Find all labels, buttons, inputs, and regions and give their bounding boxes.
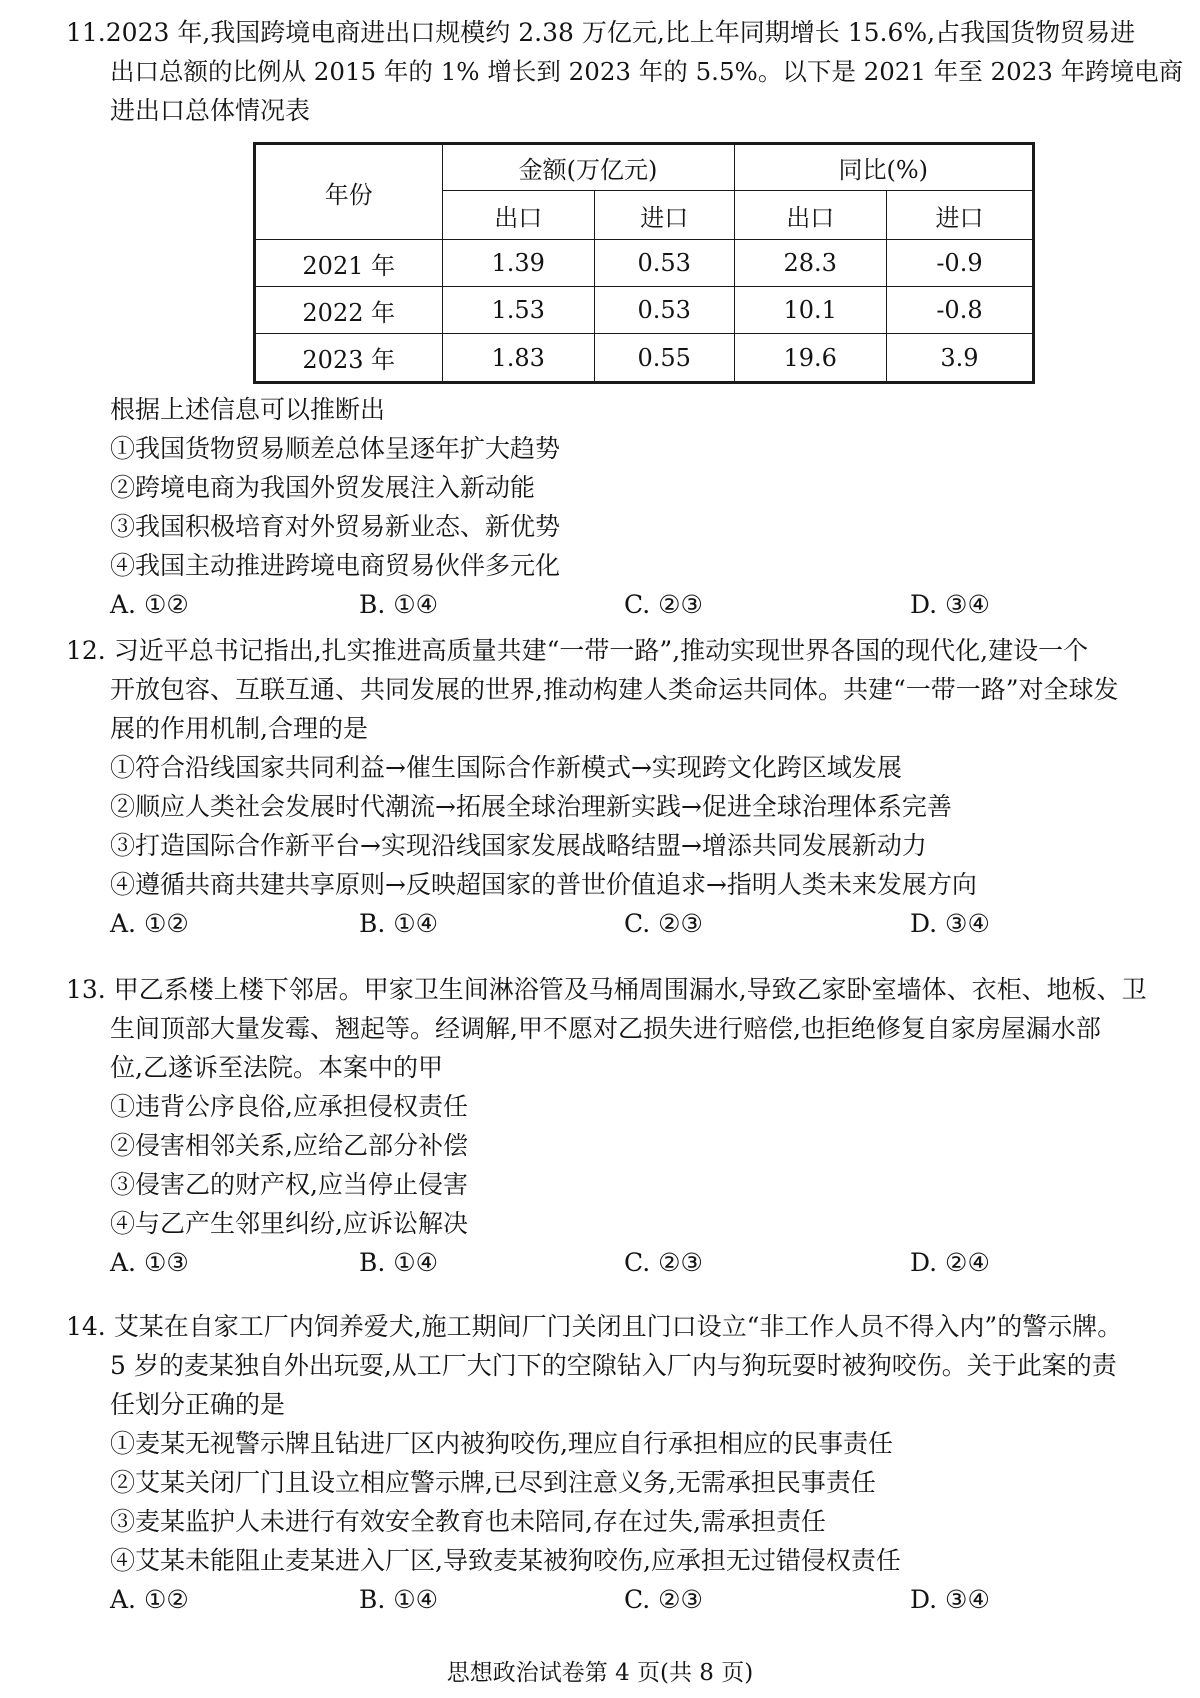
q14-line-2: 5 岁的麦某独自外出玩耍,从工厂大门下的空隙钻入厂内与狗玩耍时被狗咬伤。关于此案的责 xyxy=(110,1351,1117,1380)
q11-item-4: ④我国主动推进跨境电商贸易伙伴多元化 xyxy=(110,551,561,580)
q13-answer-b: B. ①④ xyxy=(359,1248,439,1277)
table-row xyxy=(255,240,1034,287)
table-cell: 19.6 xyxy=(734,334,886,383)
q13-item-1: ①违背公序良俗,应承担侵权责任 xyxy=(110,1092,468,1121)
q11-line-2: 出口总额的比例从 2015 年的 1% 增长到 2023 年的 5.5%。以下是 2021 年至 2023 年跨境电商 xyxy=(110,57,1184,86)
table-header-year: 年份 xyxy=(255,144,443,240)
page-footer: 思想政治试卷第 4 页(共 8 页) xyxy=(446,1660,754,1686)
q12-answer-a: A. ①② xyxy=(110,909,189,938)
q12-answer-d: D. ③④ xyxy=(910,909,990,938)
q12-item-1: ①符合沿线国家共同利益→催生国际合作新模式→实现跨文化跨区域发展 xyxy=(110,753,902,782)
table-cell-year: 2021 年 xyxy=(255,240,443,287)
q14-line-1: 14. 艾某在自家工厂内饲养爱犬,施工期间厂门关闭且门口设立“非工作人员不得入内”的警示牌。 xyxy=(66,1312,1123,1341)
table-row xyxy=(255,287,1034,334)
q11-line-1: 11.2023 年,我国跨境电商进出口规模约 2.38 万亿元,比上年同期增长 15.6%,占我国货物贸易进 xyxy=(66,18,1136,47)
table-cell-year: 2022 年 xyxy=(255,287,443,334)
table-subheader-export-amount: 出口 xyxy=(442,191,594,240)
table-cell: 3.9 xyxy=(886,334,1033,383)
q11-answer-c: C. ②③ xyxy=(624,590,703,619)
q11-item-2: ②跨境电商为我国外贸发展注入新动能 xyxy=(110,473,536,502)
q14-item-3: ③麦某监护人未进行有效安全教育也未陪同,存在过失,需承担责任 xyxy=(110,1507,826,1536)
trade-stats-table xyxy=(253,142,1035,384)
q14-item-1: ①麦某无视警示牌且钻进厂区内被狗咬伤,理应自行承担相应的民事责任 xyxy=(110,1429,893,1458)
q13-answer-d: D. ②④ xyxy=(910,1248,990,1277)
table-cell: 28.3 xyxy=(734,240,886,287)
table-cell: -0.8 xyxy=(886,287,1033,334)
q12-line-2: 开放包容、互联互通、共同发展的世界,推动构建人类命运共同体。共建“一带一路”对全球发 xyxy=(110,675,1119,704)
q11-prompt: 根据上述信息可以推断出 xyxy=(110,395,386,424)
q12-answer-b: B. ①④ xyxy=(359,909,439,938)
q12-item-2: ②顺应人类社会发展时代潮流→拓展全球治理新实践→促进全球治理体系完善 xyxy=(110,792,952,821)
q14-line-3: 任划分正确的是 xyxy=(110,1390,286,1419)
q13-item-2: ②侵害相邻关系,应给乙部分补偿 xyxy=(110,1131,468,1160)
table-cell: 0.53 xyxy=(594,287,734,334)
q13-answer-a: A. ①③ xyxy=(110,1248,189,1277)
q12-line-3: 展的作用机制,合理的是 xyxy=(110,714,368,743)
q11-answer-d: D. ③④ xyxy=(910,590,990,619)
q12-answer-c: C. ②③ xyxy=(624,909,703,938)
table-cell: -0.9 xyxy=(886,240,1033,287)
q12-item-4: ④遵循共商共建共享原则→反映超国家的普世价值追求→指明人类未来发展方向 xyxy=(110,870,977,899)
table-cell: 0.53 xyxy=(594,240,734,287)
table-subheader-import-yoy: 进口 xyxy=(886,191,1033,240)
table-cell: 1.83 xyxy=(442,334,594,383)
q13-item-3: ③侵害乙的财产权,应当停止侵害 xyxy=(110,1170,468,1199)
table-cell: 0.55 xyxy=(594,334,734,383)
q13-answer-c: C. ②③ xyxy=(624,1248,703,1277)
q11-answer-a: A. ①② xyxy=(110,590,189,619)
table-header-amount: 金额(万亿元) xyxy=(442,144,734,191)
table-subheader-export-yoy: 出口 xyxy=(734,191,886,240)
q14-answer-b: B. ①④ xyxy=(359,1585,439,1614)
q14-item-2: ②艾某关闭厂门且设立相应警示牌,已尽到注意义务,无需承担民事责任 xyxy=(110,1468,876,1497)
q11-item-3: ③我国积极培育对外贸易新业态、新优势 xyxy=(110,512,561,541)
q14-item-4: ④艾某未能阻止麦某进入厂区,导致麦某被狗咬伤,应承担无过错侵权责任 xyxy=(110,1546,901,1575)
q13-line-3: 位,乙遂诉至法院。本案中的甲 xyxy=(110,1053,443,1082)
q11-answer-b: B. ①④ xyxy=(359,590,439,619)
q14-answer-a: A. ①② xyxy=(110,1585,189,1614)
q12-line-1: 12. 习近平总书记指出,扎实推进高质量共建“一带一路”,推动实现世界各国的现代化,建设一个 xyxy=(66,636,1089,665)
table-subheader-import-amount: 进口 xyxy=(594,191,734,240)
table-cell-year: 2023 年 xyxy=(255,334,443,383)
q11-item-1: ①我国货物贸易顺差总体呈逐年扩大趋势 xyxy=(110,434,561,463)
table-cell: 10.1 xyxy=(734,287,886,334)
table-row xyxy=(255,334,1034,383)
table-cell: 1.39 xyxy=(442,240,594,287)
q13-item-4: ④与乙产生邻里纠纷,应诉讼解决 xyxy=(110,1209,468,1238)
table-header-yoy: 同比(%) xyxy=(734,144,1033,191)
q14-answer-d: D. ③④ xyxy=(910,1585,990,1614)
q12-item-3: ③打造国际合作新平台→实现沿线国家发展战略结盟→增添共同发展新动力 xyxy=(110,831,927,860)
table-cell: 1.53 xyxy=(442,287,594,334)
q13-line-1: 13. 甲乙系楼上楼下邻居。甲家卫生间淋浴管及马桶周围漏水,导致乙家卧室墙体、衣柜、地板、卫 xyxy=(66,975,1147,1004)
q11-line-3: 进出口总体情况表 xyxy=(110,96,311,125)
q13-line-2: 生间顶部大量发霉、翘起等。经调解,甲不愿对乙损失进行赔偿,也拒绝修复自家房屋漏水部 xyxy=(110,1014,1101,1043)
q14-answer-c: C. ②③ xyxy=(624,1585,703,1614)
